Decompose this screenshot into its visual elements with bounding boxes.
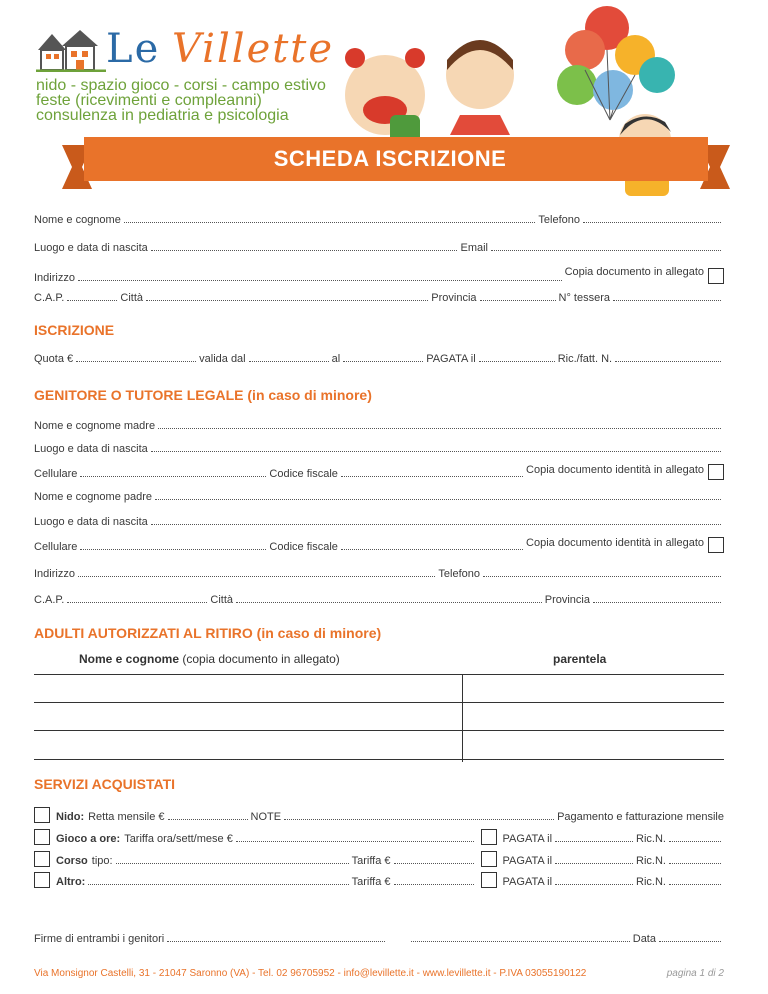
table-line [34,759,724,760]
label-quota: Quota € [34,353,74,365]
field-altro[interactable] [88,884,348,885]
row-father [34,489,724,503]
field-corso-paid-on[interactable] [555,863,633,864]
field-guardian-city[interactable] [236,602,542,603]
logo-le: Le [106,26,161,72]
col-header-name [79,652,340,666]
label-gioco-fee: Tariffa ora/sett/mese € [124,833,233,845]
doc-copy-checkbox[interactable] [708,268,724,284]
label-to: al [331,353,341,365]
label-mother: Nome e cognome madre [34,420,156,432]
tagline-line: feste (ricevimenti e compleanni) [36,92,262,109]
label-card: N° tessera [558,292,610,304]
field-card[interactable] [613,300,721,301]
table-line [34,730,724,731]
row-father-mobile [34,535,724,553]
label-gioco: Gioco a ore: [56,833,121,845]
section-authorized-heading: ADULTI AUTORIZZATI AL RITIRO (in caso di minore) [34,625,382,641]
label-province: Provincia [431,292,477,304]
label-corso: Corso [56,855,88,867]
field-receipt[interactable] [615,361,721,362]
label-address: Indirizzo [34,568,75,580]
field-altro-ric[interactable] [669,884,721,885]
row-mother-birth [34,441,724,455]
field-mother-tax-code[interactable] [341,476,523,477]
label-province: Provincia [544,594,590,606]
field-corso-type[interactable] [116,863,349,864]
field-gioco-paid-on[interactable] [555,841,633,842]
altro-paid-checkbox[interactable] [481,872,497,888]
field-guardian-address[interactable] [78,576,435,577]
row-guardian-cap [34,592,724,606]
label-name: Nome e cognome [34,214,121,226]
field-cap[interactable] [67,300,117,301]
label-paid-on: PAGATA il [502,855,553,867]
corso-paid-checkbox[interactable] [481,851,497,867]
field-province[interactable] [480,300,556,301]
row-altro [34,871,724,888]
label-email: Email [460,242,488,254]
field-altro-paid-on[interactable] [555,884,633,885]
row-nido [34,806,724,823]
field-phone[interactable] [583,222,721,223]
authorized-table [34,672,724,760]
label-signatures: Firme di entrambi i genitori [34,933,165,945]
label-id-copy: Copia documento identità in allegato [526,464,704,476]
gioco-checkbox[interactable] [34,829,50,845]
col-header-relation: parentela [553,652,607,666]
label-doc-copy: Copia documento in allegato [564,266,704,278]
label-ric: Ric.N. [636,876,666,888]
label-notes: NOTE [250,811,282,823]
section-iscrizione-heading: ISCRIZIONE [34,322,115,338]
field-valid-from[interactable] [249,361,329,362]
field-gioco-ric[interactable] [669,841,721,842]
table-line [34,674,724,675]
field-father-tax-code[interactable] [341,549,523,550]
row-cap-city [34,290,724,304]
field-notes[interactable] [284,819,554,820]
row-mother [34,418,724,432]
label-valid-from: valida dal [199,353,246,365]
label-id-copy: Copia documento identità in allegato [526,537,704,549]
row-father-birth [34,514,724,528]
row-gioco [34,828,724,845]
row-quota [34,351,724,365]
label-date: Data [632,933,656,945]
label-tariffa: Tariffa € [351,855,391,867]
field-nido-fee[interactable] [168,819,248,820]
label-phone: Telefono [538,214,580,226]
field-paid-on[interactable] [479,361,555,362]
table-line [34,702,724,703]
field-birth[interactable] [151,250,458,251]
section-guardian-heading: GENITORE O TUTORE LEGALE (in caso di minore) [34,387,372,403]
col-header-name-note: (copia documento in allegato) [179,652,340,666]
field-date[interactable] [659,941,721,942]
field-signature-2[interactable] [411,941,630,942]
label-tax-code: Codice fiscale [269,541,338,553]
label-mobile: Cellulare [34,541,78,553]
col-header-name-bold: Nome e cognome [79,652,180,666]
label-nido-fee: Retta mensile € [88,811,165,823]
row-corso [34,850,724,867]
field-mother-mobile[interactable] [80,476,266,477]
field-name[interactable] [124,222,536,223]
field-mother-birth[interactable] [151,451,721,452]
field-guardian-phone[interactable] [483,576,721,577]
altro-checkbox[interactable] [34,872,50,888]
label-city: Città [120,292,143,304]
field-address[interactable] [78,280,562,281]
tagline-line: nido - spazio gioco - corsi - campo estivo [36,77,326,94]
field-to[interactable] [343,361,423,362]
label-paid-on: PAGATA il [502,833,553,845]
field-mother[interactable] [158,428,721,429]
mother-id-copy-checkbox[interactable] [708,464,724,480]
label-birth: Luogo e data di nascita [34,242,148,254]
logo-villette: Villette [172,26,335,72]
label-cap: C.A.P. [34,594,65,606]
row-guardian-address [34,566,724,580]
label-paid-on: PAGATA il [502,876,553,888]
page-number: pagina 1 di 2 [666,968,724,979]
label-corso-type: tipo: [91,855,113,867]
field-guardian-cap[interactable] [67,602,207,603]
label-nido: Nido: [56,811,85,823]
label-ric: Ric.N. [636,855,666,867]
page-title: SCHEDA ISCRIZIONE [273,146,507,171]
corso-checkbox[interactable] [34,851,50,867]
label-altro: Altro: [56,876,86,888]
label-ric: Ric.N. [636,833,666,845]
tagline [36,78,366,123]
label-address: Indirizzo [34,272,75,284]
label-father: Nome e cognome padre [34,491,153,503]
field-corso-tariffa[interactable] [394,863,474,864]
label-tariffa: Tariffa € [351,876,391,888]
label-tax-code: Codice fiscale [269,468,338,480]
label-cap: C.A.P. [34,292,65,304]
label-paid-on: PAGATA il [426,353,476,365]
label-phone: Telefono [438,568,480,580]
field-father[interactable] [155,499,721,500]
section-services-heading: SERVIZI ACQUISTATI [34,776,176,792]
field-altro-tariffa[interactable] [394,884,474,885]
table-divider [462,674,463,762]
field-signature-1[interactable] [167,941,385,942]
logo-houses-icon [36,28,106,72]
label-birth: Luogo e data di nascita [34,443,148,455]
row-mother-mobile [34,462,724,480]
field-quota[interactable] [76,361,196,362]
row-birth-email [34,240,724,254]
label-birth: Luogo e data di nascita [34,516,148,528]
label-mobile: Cellulare [34,468,78,480]
label-receipt: Ric./fatt. N. [557,353,613,365]
label-billing: Pagamento e fatturazione mensile [557,811,724,823]
nido-checkbox[interactable] [34,807,50,823]
father-id-copy-checkbox[interactable] [708,537,724,553]
gioco-paid-checkbox[interactable] [481,829,497,845]
footer-contact: Via Monsignor Castelli, 31 - 21047 Saronno (VA) - Tel. 02 96705952 - info@levillette.it - www.levillette.it - P.IVA 03055190122 [34,968,587,979]
field-email[interactable] [491,250,721,251]
row-signatures [34,931,724,945]
tagline-line: consulenza in pediatria e psicologia [36,107,289,124]
field-city[interactable] [146,300,428,301]
row-address [34,266,724,284]
field-guardian-province[interactable] [593,602,721,603]
field-gioco-fee[interactable] [236,841,474,842]
field-father-mobile[interactable] [80,549,266,550]
field-father-birth[interactable] [151,524,721,525]
row-name-phone [34,212,724,226]
label-city: Città [210,594,233,606]
field-corso-ric[interactable] [669,863,721,864]
